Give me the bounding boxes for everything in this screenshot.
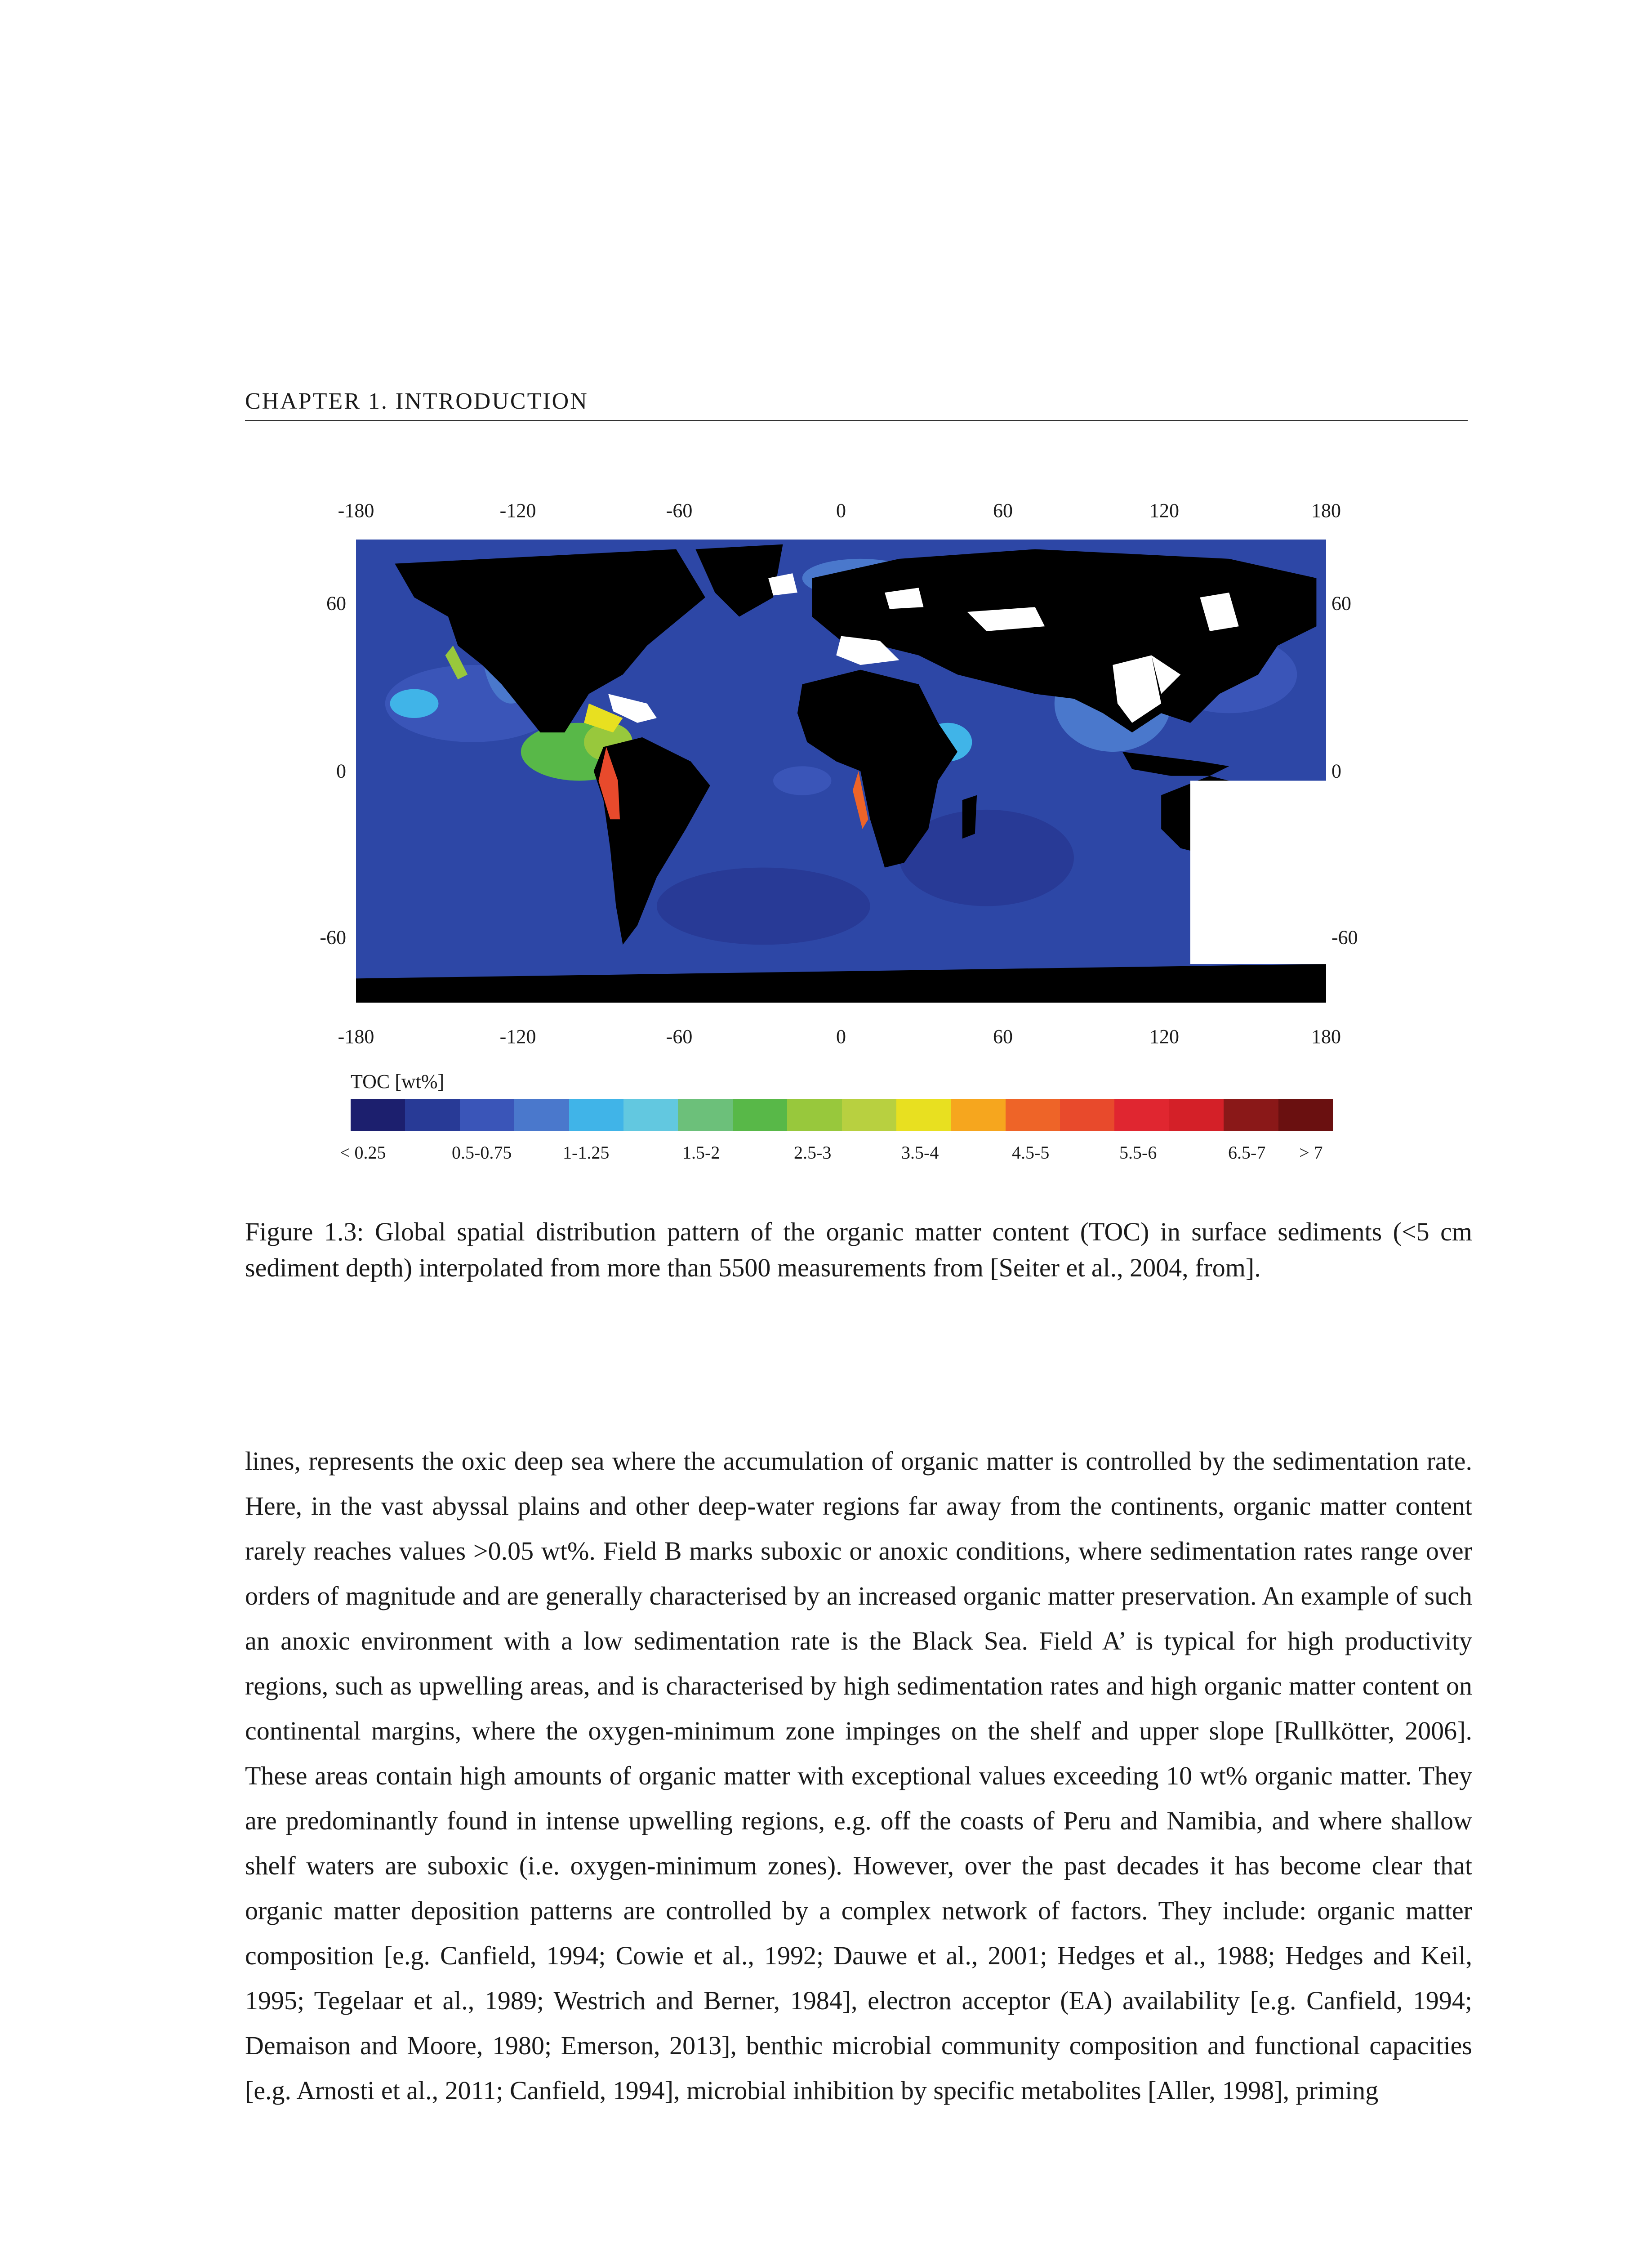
right-axis-label: 0 xyxy=(1331,760,1341,782)
colorbar-swatch xyxy=(1060,1099,1114,1131)
colorbar-label: 4.5-5 xyxy=(1012,1142,1050,1163)
colorbar-label: > 7 xyxy=(1299,1142,1323,1163)
bottom-axis-label: 120 xyxy=(1149,1026,1179,1048)
colorbar-swatch xyxy=(842,1099,896,1131)
colorbar-swatch xyxy=(678,1099,732,1131)
top-axis-label: -60 xyxy=(666,500,693,522)
colorbar-swatch xyxy=(460,1099,514,1131)
body-paragraph: lines, represents the oxic deep sea where the accumulation of organic matter is controlled by the sedimentation rate. Here, in the vast abyssal plains and other deep-water regions far away from the continents, organic matter content rarely reaches values >0.05 wt%. Field B marks suboxic or anoxic conditions, where sedimentation rates range over orders of magnitude and are generally characterised by an increased organic matter preservation. An example of such an anoxic environment with a low sedimentation rate is the Black Sea. Field A’ is typical for high productivity regions, such as upwelling areas, and is characterised by high sedimentation rates and high organic matter content on continental margins, where the oxygen-minimum zone impinges on the shelf and upper slope [Rullkötter, 2006]. These areas contain high amounts of organic matter with exceptional values exceeding 10 wt% organic matter. They are predominantly found in intense upwelling regions, e.g. off the coasts of Peru and Namibia, and where shallow shelf waters are suboxic (i.e. oxygen-minimum zones). However, over the past decades it has become clear that organic matter deposition patterns are controlled by a complex network of factors. They include: organic matter composition [e.g. Canfield, 1994; Cowie et al., 1992; Dauwe et al., 2001; Hedges et al., 1988; Hedges and Keil, 1995; Tegelaar et al., 1989; Westrich and Berner, 1984], electron acceptor (EA) availability [e.g. Canfield, 1994; Demaison and Moore, 1980; Emerson, 2013], benthic microbial community composition and functional capacities [e.g. Arnosti et al., 2011; Canfield, 1994], microbial inhibition by specific metabolites [Aller, 1998], priming xyxy=(245,1446,1472,2105)
right-axis-label: -60 xyxy=(1331,926,1358,949)
continents xyxy=(356,544,1326,1003)
bottom-axis-label: -180 xyxy=(338,1026,374,1048)
bottom-axis-label: 180 xyxy=(1311,1026,1341,1048)
colorbar-swatch xyxy=(569,1099,623,1131)
top-axis-label: -180 xyxy=(338,500,374,522)
toc-map-figure xyxy=(315,499,1385,1196)
colorbar-swatch xyxy=(951,1099,1005,1131)
top-axis-label: -120 xyxy=(499,500,536,522)
figure-caption: Figure 1.3: Global spatial distribution pattern of the organic matter content (TOC) in surface sediments (<5 cm sediment depth) interpolated from more than 5500 measurements from [Seiter et al., 2004, from]. xyxy=(245,1217,1472,1282)
colorbar-label: < 0.25 xyxy=(340,1142,386,1163)
colorbar-label: 0.5-0.75 xyxy=(452,1142,512,1163)
bottom-axis-label: 60 xyxy=(993,1026,1013,1048)
bottom-axis-label: -60 xyxy=(666,1026,693,1048)
colorbar-swatch xyxy=(1169,1099,1224,1131)
colorbar-label: 5.5-6 xyxy=(1119,1142,1157,1163)
colorbar-swatch xyxy=(514,1099,569,1131)
top-axis-label: 180 xyxy=(1311,500,1341,522)
colorbar-swatch xyxy=(1278,1099,1333,1131)
toc-colorbar xyxy=(351,1099,1333,1131)
chapter-header: CHAPTER 1. INTRODUCTION xyxy=(245,386,1468,421)
colorbar-swatch xyxy=(405,1099,459,1131)
top-axis-label: 120 xyxy=(1149,500,1179,522)
top-axis-label: 0 xyxy=(836,500,846,522)
colorbar-label: 1-1.25 xyxy=(563,1142,610,1163)
colorbar-swatch xyxy=(623,1099,678,1131)
colorbar-swatch xyxy=(896,1099,951,1131)
colorbar-swatch xyxy=(733,1099,787,1131)
left-axis-label: -60 xyxy=(320,926,346,949)
colorbar-swatch xyxy=(1006,1099,1060,1131)
colorbar-label: 2.5-3 xyxy=(794,1142,832,1163)
left-axis-label: 60 xyxy=(326,592,346,615)
bottom-axis-label: -120 xyxy=(499,1026,536,1048)
colorbar-swatch xyxy=(351,1099,405,1131)
colorbar-swatch xyxy=(1224,1099,1278,1131)
toc-world-map xyxy=(356,540,1326,1003)
colorbar-label: 6.5-7 xyxy=(1228,1142,1266,1163)
colorbar-swatch xyxy=(787,1099,842,1131)
colorbar-swatch xyxy=(1114,1099,1169,1131)
colorbar-label: 1.5-2 xyxy=(682,1142,720,1163)
right-axis-label: 60 xyxy=(1331,592,1351,615)
colorbar-label: 3.5-4 xyxy=(901,1142,939,1163)
left-axis-label: 0 xyxy=(336,760,346,782)
top-axis-label: 60 xyxy=(993,500,1013,522)
colorbar-title: TOC [wt%] xyxy=(351,1070,445,1093)
world-map-graphic xyxy=(356,540,1326,1003)
bottom-axis-label: 0 xyxy=(836,1026,846,1048)
